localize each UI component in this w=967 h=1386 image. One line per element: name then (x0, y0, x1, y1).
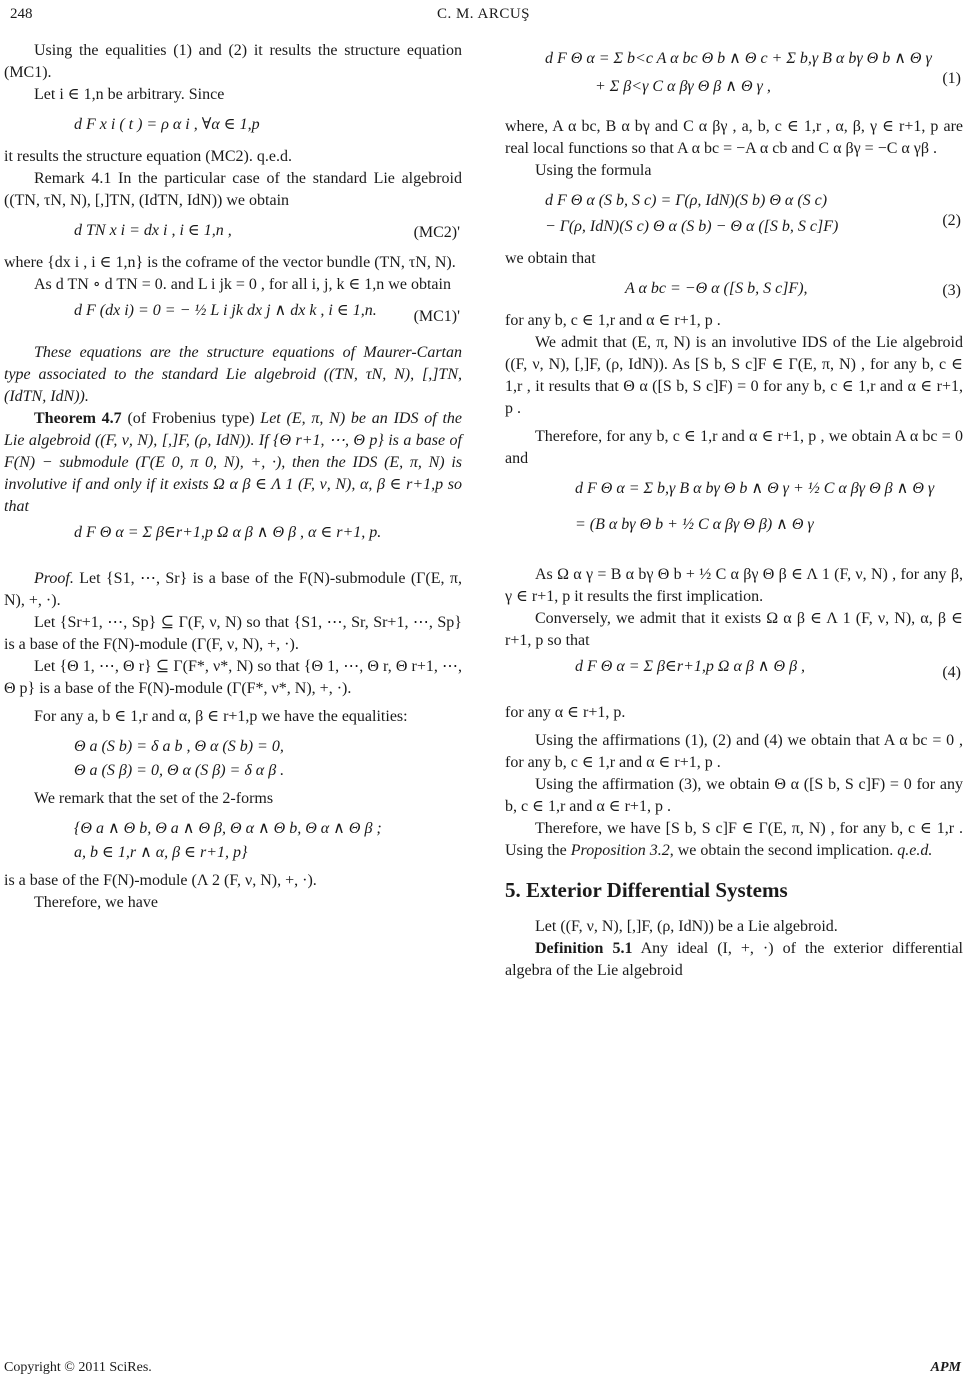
equation-tag: (MC1)' (413, 308, 460, 325)
paragraph: Using the equalities (1) and (2) it results the structure equation (MC1). (4, 42, 462, 81)
paragraph: As Ω α γ = B α bγ Θ b + ½ C α βγ Θ β ∈ Λ 1 (F, ν, N) , for any β, γ ∈ r+1, p it results the first implication. (505, 566, 963, 605)
equation-line: d F Θ α = Σ b<c A α bc Θ b ∧ Θ c + Σ b,γ B α bγ Θ b ∧ Θ γ (545, 50, 932, 67)
paragraph: where, A α bc, B α bγ and C α βγ , a, b, c ∈ 1,r , α, β, γ ∈ r+1, p are real local functions so that A α bc = −A α cb and C α βγ = −C α γβ . (505, 118, 963, 157)
paragraph: Let ((F, ν, N), [,]F, (ρ, IdN)) be a Lie algebroid. (535, 918, 838, 935)
equation (505, 182, 963, 242)
copyright-notice: Copyright © 2011 SciRes. (4, 1360, 152, 1375)
paragraph-text: , we obtain the second implication. (669, 842, 898, 859)
paragraph: Conversely, we admit that it exists Ω α β ∈ Λ 1 (F, ν, N), α, β ∈ r+1, p so that (505, 610, 963, 649)
paragraph (505, 818, 963, 862)
equation (4, 810, 462, 864)
equation (4, 518, 462, 558)
equation (4, 212, 462, 252)
paragraph: We admit that (E, π, N) is an involutive IDS of the Lie algebroid ((F, ν, N), [,]F, (ρ, IdN)). As [S b, S c]F ∈ Γ(E, π, N) , for any b, c ∈ 1,r , it results that Θ α ([S b, S c]F) = 0 for any b, c ∈ 1,r and α ∈ r+1, p . (505, 334, 963, 417)
running-title: C. M. ARCUŞ (436, 6, 531, 22)
equation-body: d TN x i = dx i , i ∈ 1,n , (74, 222, 232, 239)
equation-line: − Γ(ρ, IdN)(S c) Θ α (S b) − Θ α ([S b, S c]F) (545, 218, 839, 235)
remark-paragraph: Remark 4.1 In the particular case of the standard Lie algebroid ((TN, τN, N), [,]TN, (IdTN, IdN)) we obtain (4, 170, 462, 209)
definition (505, 938, 963, 982)
paragraph: Using the affirmation (3), we obtain Θ α ([S b, S c]F) = 0 for any b, c ∈ 1,r and α ∈ r+1, p . (505, 776, 963, 815)
paragraph: Let {Θ 1, ⋯, Θ r} ⊆ Γ(F*, ν*, N) so that {Θ 1, ⋯, Θ r, Θ r+1, ⋯, Θ p} is a base of the F(N)-module (Γ(F*, ν*, N), +, ·). (4, 658, 462, 697)
equation (505, 470, 963, 550)
theorem (4, 408, 462, 518)
definition-text: Any ideal (I, +, ·) of the exterior differential algebra of the Lie algebroid (505, 940, 963, 979)
paragraph: we obtain that (505, 250, 596, 267)
definition-label: Definition 5.1 (535, 940, 633, 957)
equation (505, 40, 963, 106)
paragraph: it results the structure equation (MC2). q.e.d. (4, 148, 292, 165)
equation-tag: (3) (942, 282, 961, 299)
qed-mark: q.e.d. (897, 842, 933, 859)
theorem-text: Let (E, π, N) be an IDS of the Lie algebroid ((F, ν, N), [,]F, (ρ, IdN)). If {Θ r+1, ⋯, Θ p} is a base of F(N) − submodule (Γ(E 0, π 0, N), +, ·), then the IDS (E, π, N) is involutive if and only if it exists Ω α β ∈ Λ 1 (F, ν, N), α, β ∈ r+1,p so that (4, 410, 462, 515)
paragraph: Using the affirmations (1), (2) and (4) we obtain that A α bc = 0 , for any b, c ∈ 1,r and α ∈ r+1, p . (505, 732, 963, 771)
paragraph: Let i ∈ 1,n be arbitrary. Since (34, 86, 225, 103)
equation-line: {Θ a ∧ Θ b, Θ a ∧ Θ β, Θ α ∧ Θ b, Θ α ∧ Θ β ; (74, 820, 382, 837)
paragraph: For any a, b ∈ 1,r and α, β ∈ r+1,p we have the equalities: (34, 708, 408, 725)
section-title: 5. Exterior Differential Systems (505, 878, 788, 902)
paragraph: for any α ∈ r+1, p. (505, 704, 626, 721)
proof (4, 568, 462, 612)
paragraph: As d TN ∘ d TN = 0. and L i jk = 0 , for all i, j, k ∈ 1,n we obtain (34, 276, 451, 293)
equation-tag: (MC2)' (413, 224, 460, 241)
theorem-note: (of Frobenius type) (121, 410, 261, 427)
proof-label: Proof. (34, 570, 74, 587)
proof-text: Let {S1, ⋯, Sr} is a base of the F(N)-submodule (Γ(E, π, N), +, ·). (4, 570, 462, 609)
paragraph: is a base of the F(N)-module (Λ 2 (F, ν, N), +, ·). (4, 872, 317, 889)
paragraph: where {dx i , i ∈ 1,n} is the coframe of the vector bundle (TN, τN, N). (4, 254, 456, 271)
equation-line: a, b ∈ 1,r ∧ α, β ∈ r+1, p} (74, 844, 248, 861)
equation-body: d F Θ α = Σ β∈r+1,p Ω α β ∧ Θ β , α ∈ r+1, p. (74, 524, 382, 541)
paragraph: We remark that the set of the 2-forms (34, 790, 274, 807)
equation (4, 728, 462, 782)
right-column (505, 40, 963, 982)
paragraph: These equations are the structure equations of Maurer-Cartan type associated to the standard Lie algebroid ((TN, τN, N), [,]TN, (IdTN, IdN)). (4, 344, 462, 405)
proposition-reference: Proposition 3.2 (570, 842, 670, 859)
equation-line: Θ a (S β) = 0, Θ α (S β) = δ α β . (74, 762, 285, 779)
left-column (4, 40, 462, 914)
equation-body: d F x i ( t ) = ρ α i , ∀α ∈ 1,p (74, 116, 260, 133)
equation-line: = (B α bγ Θ b + ½ C α βγ Θ β) ∧ Θ γ (575, 516, 814, 533)
equation-line: d F Θ α (S b, S c) = Γ(ρ, IdN)(S b) Θ α (S c) (545, 192, 828, 209)
equation (4, 296, 462, 336)
equation-body: d F (dx i) = 0 = − ½ L i jk dx j ∧ dx k , i ∈ 1,n. (74, 302, 377, 319)
paragraph: Therefore, for any b, c ∈ 1,r and α ∈ r+1, p , we obtain A α bc = 0 and (505, 428, 963, 467)
equation-tag: (1) (942, 70, 961, 87)
equation-tag: (2) (942, 212, 961, 229)
paragraph: Therefore, we have (34, 894, 158, 911)
equation-line: + Σ β<γ C α βγ Θ β ∧ Θ γ , (595, 78, 771, 95)
equation-body: d F Θ α = Σ β∈r+1,p Ω α β ∧ Θ β , (575, 658, 806, 675)
paragraph: for any b, c ∈ 1,r and α ∈ r+1, p . (505, 312, 721, 329)
paragraph-text: Therefore, we have [S b, S c]F ∈ Γ(E, π, N) , for any b, c ∈ 1,r . Using the (505, 820, 964, 859)
equation-line: Θ a (S b) = δ a b , Θ α (S b) = 0, (74, 738, 284, 755)
page-number: 248 (10, 6, 33, 22)
paragraph: Using the formula (535, 162, 652, 179)
journal-name: APM (930, 1360, 961, 1375)
equation (505, 270, 963, 310)
equation (505, 652, 963, 692)
equation-line: d F Θ α = Σ b,γ B α bγ Θ b ∧ Θ γ + ½ C α βγ Θ β ∧ Θ γ (575, 480, 935, 497)
paragraph: Let {Sr+1, ⋯, Sp} ⊆ Γ(F, ν, N) so that {S1, ⋯, Sr, Sr+1, ⋯, Sp} is a base of the F(N)-module (Γ(F, ν, N), +, ·). (4, 614, 462, 653)
equation-body: A α bc = −Θ α ([S b, S c]F), (625, 280, 808, 297)
equation-tag: (4) (942, 664, 961, 681)
theorem-label: Theorem 4.7 (34, 410, 122, 427)
equation (4, 106, 462, 146)
